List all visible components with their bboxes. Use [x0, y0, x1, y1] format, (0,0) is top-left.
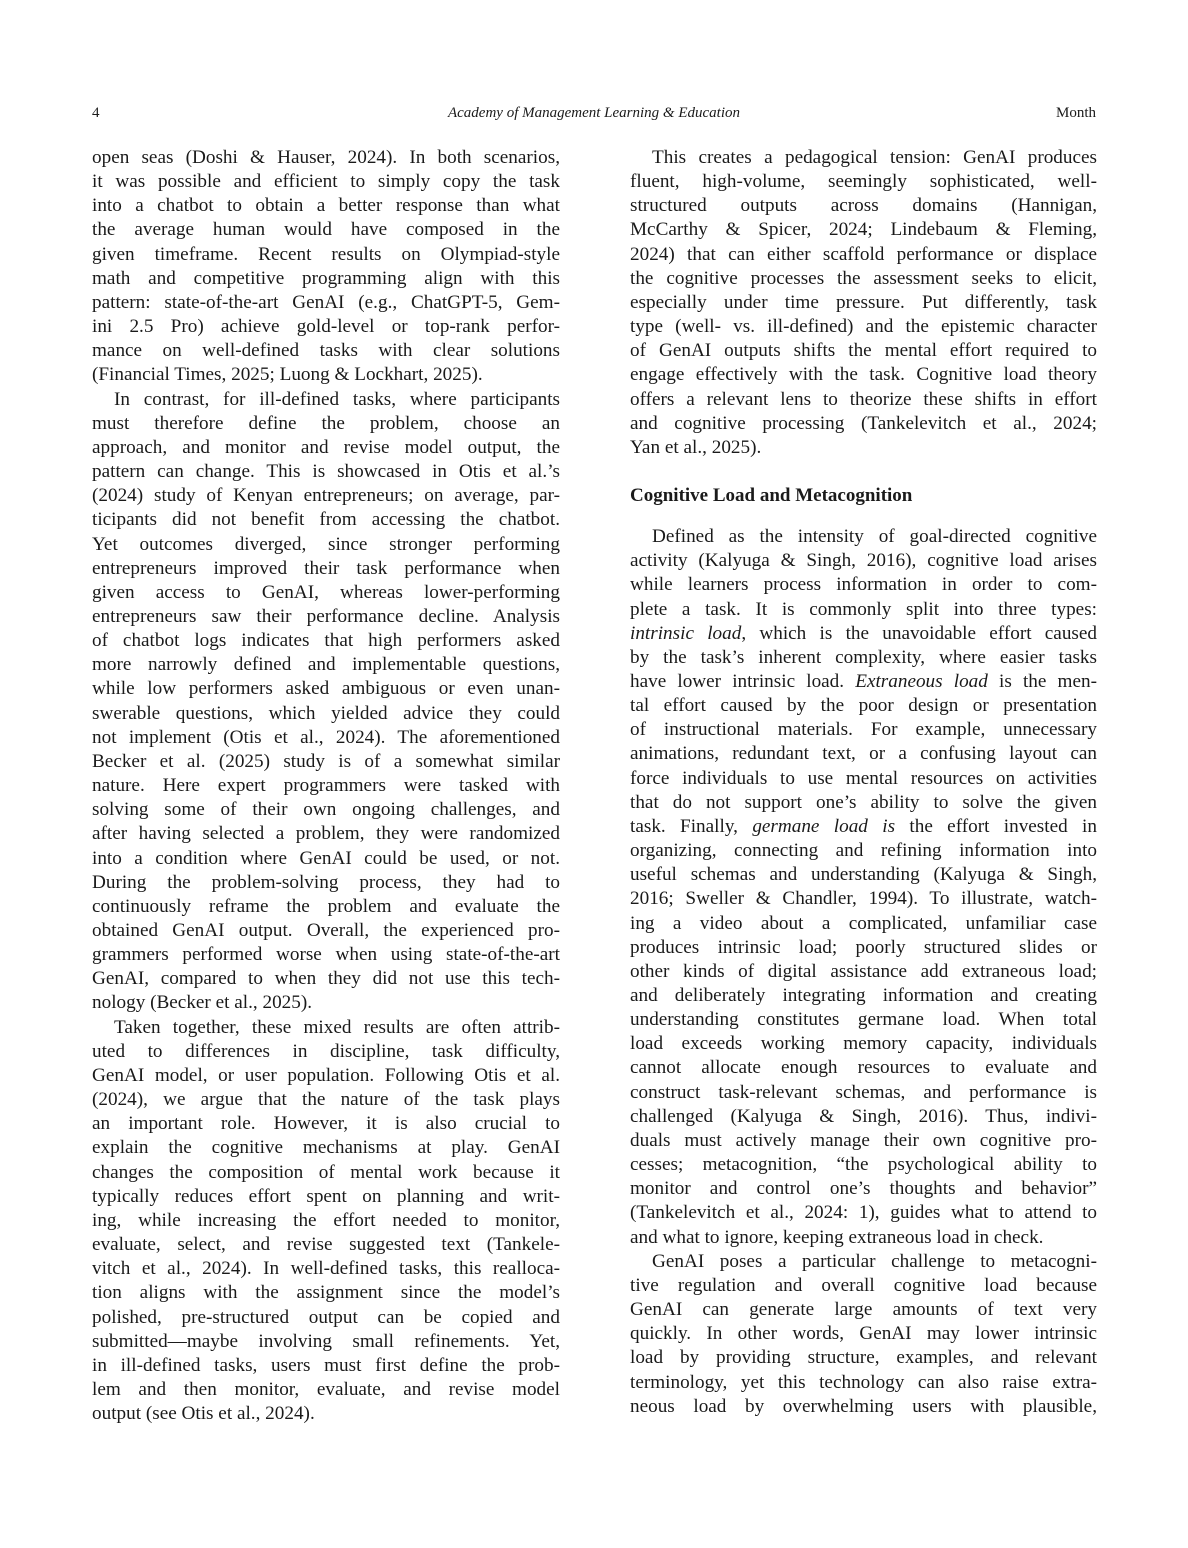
text-line: given access to GenAI, whereas lower-performing: [92, 581, 560, 603]
text-line: Taken together, these mixed results are often attrib-: [114, 1016, 560, 1038]
text-line: GenAI model, or user population. Following Otis et al.: [92, 1064, 560, 1086]
text-line: construct task-relevant schemas, and performance is: [630, 1081, 1097, 1103]
text-line: ticipants did not benefit from accessing the chatbot.: [92, 509, 560, 531]
text-line: explain the cognitive mechanisms at play. GenAI: [92, 1137, 560, 1159]
text-line: type (well- vs. ill-defined) and the epistemic character: [630, 316, 1097, 338]
text-line: the cognitive processes the assessment seeks to elicit,: [630, 267, 1097, 289]
text-line: produces intrinsic load; poorly structured slides or: [630, 936, 1097, 958]
text-line: while learners process information in order to com-: [630, 574, 1097, 596]
text-line: submitted—maybe involving small refinements. Yet,: [92, 1330, 560, 1352]
text-line: engage effectively with the task. Cognitive load theory: [630, 364, 1097, 386]
text-line: must therefore define the problem, choose an: [92, 412, 560, 434]
text-line: 2016; Sweller & Chandler, 1994). To illustrate, watch-: [630, 888, 1097, 910]
text-line: continuously reframe the problem and evaluate the: [92, 895, 560, 917]
text-line: In contrast, for ill-defined tasks, where participants: [114, 388, 560, 410]
text-line: mance on well-defined tasks with clear solutions: [92, 340, 560, 362]
text-line: GenAI, compared to when they did not use this tech-: [92, 968, 560, 990]
right-paragraph: [630, 1250, 1097, 1419]
text-line: load exceeds working memory capacity, individuals: [630, 1033, 1097, 1055]
text-line: especially under time pressure. Put differently, task: [630, 291, 1097, 313]
text-line: activity (Kalyuga & Singh, 2016), cognitive load arises: [630, 550, 1097, 572]
text-line: This creates a pedagogical tension: GenAI produces: [652, 147, 1097, 168]
text-line: During the problem-solving process, they had to: [92, 871, 560, 893]
text-line: tal effort caused by the poor design or presentation: [630, 695, 1097, 717]
text-line: grammers performed worse when using state-of-the-art: [92, 944, 560, 966]
text-line: it was possible and efficient to simply copy the task: [92, 171, 560, 193]
text-line: approach, and monitor and revise model output, the: [92, 436, 560, 458]
text-line: understanding constitutes germane load. When total: [630, 1009, 1097, 1031]
text-line: into a condition where GenAI could be used, or not.: [92, 847, 560, 869]
text-line: typically reduces effort spent on planning and writ-: [92, 1185, 560, 1207]
paragraph-pedagogical-tension: [630, 146, 1097, 460]
text-line: pattern: state-of-the-art GenAI (e.g., ChatGPT-5, Gem-: [92, 291, 560, 313]
text-line: uted to differences in discipline, task difficulty,: [92, 1040, 560, 1062]
text-line: Yan et al., 2025).: [630, 436, 762, 458]
text-line: into a chatbot to obtain a better response than what: [92, 195, 560, 217]
running-head: [92, 102, 1096, 124]
text-line: obtained GenAI output. Overall, the experienced pro-: [92, 920, 560, 941]
text-line: fluent, high-volume, seemingly sophisticated, well-: [630, 171, 1097, 193]
text-line: and what to ignore, keeping extraneous load in check.: [630, 1226, 1044, 1248]
text-line: tion aligns with the assignment since the model’s: [92, 1282, 560, 1304]
text-line: pattern can change. This is showcased in Otis et al.’s: [92, 461, 560, 483]
text-line: terminology, yet this technology can also raise extra-: [630, 1371, 1097, 1393]
text-line: animations, redundant text, or a confusing layout can: [630, 743, 1097, 765]
left-column: [92, 146, 560, 1426]
text-line: of instructional materials. For example, unnecessary: [630, 719, 1097, 741]
text-line: of GenAI outputs shifts the mental effort required to: [630, 340, 1097, 362]
text-line: and cognitive processing (Tankelevitch et al., 2024;: [630, 412, 1097, 434]
text-line: GenAI poses a particular challenge to metacogni-: [652, 1250, 1097, 1272]
text-line: quickly. In other words, GenAI may lower intrinsic: [630, 1323, 1097, 1345]
text-line: more narrowly defined and implementable questions,: [92, 654, 560, 676]
text-line: task. Finally, germane load is the effort invested in: [630, 815, 1097, 837]
text-line: lem and then monitor, evaluate, and revise model: [92, 1378, 560, 1400]
text-line: while low performers asked ambiguous or even unan-: [92, 678, 560, 700]
text-line: by the task’s inherent complexity, where easier tasks: [630, 646, 1097, 668]
text-line: McCarthy & Spicer, 2024; Lindebaum & Fleming,: [630, 219, 1097, 241]
text-line: GenAI can generate large amounts of text very: [630, 1299, 1097, 1321]
text-line: Yet outcomes diverged, since stronger performing: [92, 533, 560, 555]
text-line: the average human would have composed in the: [92, 219, 560, 241]
left-paragraph: [92, 146, 560, 388]
text-line: given timeframe. Recent results on Olympiad-style: [92, 243, 560, 265]
text-line: other kinds of digital assistance add extraneous load;: [630, 960, 1097, 982]
text-line: ing, while increasing the effort needed to monitor,: [92, 1209, 560, 1231]
text-line: output (see Otis et al., 2024).: [92, 1403, 315, 1425]
text-line: after having selected a problem, they were randomized: [92, 823, 560, 845]
text-line: an important role. However, it is also crucial to: [92, 1113, 560, 1135]
text-line: polished, pre-structured output can be copied and: [92, 1306, 560, 1328]
text-line: nology (Becker et al., 2025).: [92, 992, 313, 1014]
text-line: entrepreneurs saw their performance decline. Analysis: [92, 605, 560, 627]
text-line: math and competitive programming align with this: [92, 267, 560, 289]
text-line: duals must actively manage their own cognitive pro-: [630, 1129, 1097, 1151]
text-line: nature. Here expert programmers were tasked with: [92, 775, 560, 797]
text-line: tive regulation and overall cognitive load because: [630, 1274, 1097, 1296]
text-line: Defined as the intensity of goal-directed cognitive: [652, 526, 1097, 548]
text-line: force individuals to use mental resources on activities: [630, 767, 1097, 789]
right-paragraph: [630, 525, 1097, 1250]
text-line: ini 2.5 Pro) achieve gold-level or top-rank perfor-: [92, 316, 560, 338]
page-number: 4: [92, 105, 100, 121]
text-line: intrinsic load, which is the unavoidable effort caused: [630, 622, 1097, 644]
text-line: solving some of their own ongoing challenges, and: [92, 799, 560, 821]
text-line: useful schemas and understanding (Kalyuga & Singh,: [630, 864, 1097, 886]
text-line: ing a video about a complicated, unfamiliar case: [630, 912, 1097, 934]
text-line: of chatbot logs indicates that high performers asked: [92, 630, 560, 652]
text-line: structured outputs across domains (Hannigan,: [630, 195, 1097, 217]
text-line: plete a task. It is commonly split into three types:: [630, 598, 1097, 620]
left-paragraph: [92, 1016, 560, 1427]
right-paragraph: [630, 146, 1097, 460]
text-line: in ill-defined tasks, users must first define the prob-: [92, 1354, 560, 1376]
text-line: have lower intrinsic load. Extraneous load is the men-: [630, 670, 1097, 692]
text-line: load by providing structure, examples, and relevant: [630, 1347, 1097, 1369]
issue-label: Month: [1055, 105, 1096, 121]
section-body: [630, 525, 1097, 1419]
text-line: cannot allocate enough resources to evaluate and: [630, 1057, 1097, 1079]
text-line: (2024) study of Kenyan entrepreneurs; on average, par-: [92, 485, 560, 507]
text-line: (Financial Times, 2025; Luong & Lockhart, 2025).: [92, 364, 483, 386]
text-line: swerable questions, which yielded advice they could: [92, 702, 560, 724]
text-line: and deliberately integrating information and creating: [630, 985, 1097, 1006]
text-line: (Tankelevitch et al., 2024: 1), guides what to attend to: [630, 1202, 1097, 1224]
text-line: 2024) that can either scaffold performance or displace: [630, 243, 1097, 265]
text-line: organizing, connecting and refining information into: [630, 840, 1097, 862]
text-line: evaluate, select, and revise suggested text (Tankele-: [92, 1234, 560, 1256]
text-line: open seas (Doshi & Hauser, 2024). In both scenarios,: [92, 147, 560, 168]
text-line: monitor and control one’s thoughts and behavior”: [630, 1178, 1097, 1200]
text-line: that do not support one’s ability to solve the given: [630, 791, 1097, 813]
left-paragraph: [92, 388, 560, 1016]
text-line: cesses; metacognition, “the psychological ability to: [630, 1154, 1097, 1176]
text-line: vitch et al., 2024). In well-defined tasks, this realloca-: [92, 1258, 560, 1280]
text-line: (2024), we argue that the nature of the task plays: [92, 1089, 560, 1111]
journal-title: Academy of Management Learning & Education: [447, 105, 741, 121]
text-line: changes the composition of mental work because it: [92, 1161, 560, 1183]
right-column: [630, 146, 1097, 1419]
text-line: not implement (Otis et al., 2024). The aforementioned: [92, 726, 560, 748]
text-line: neous load by overwhelming users with plausible,: [630, 1395, 1097, 1417]
section-heading: Cognitive Load and Metacognition: [630, 485, 913, 507]
text-line: entrepreneurs improved their task performance when: [92, 557, 560, 579]
text-line: Becker et al. (2025) study is of a somewhat similar: [92, 750, 560, 772]
text-line: offers a relevant lens to theorize these shifts in effort: [630, 388, 1097, 410]
text-line: challenged (Kalyuga & Singh, 2016). Thus, indivi-: [630, 1105, 1097, 1127]
